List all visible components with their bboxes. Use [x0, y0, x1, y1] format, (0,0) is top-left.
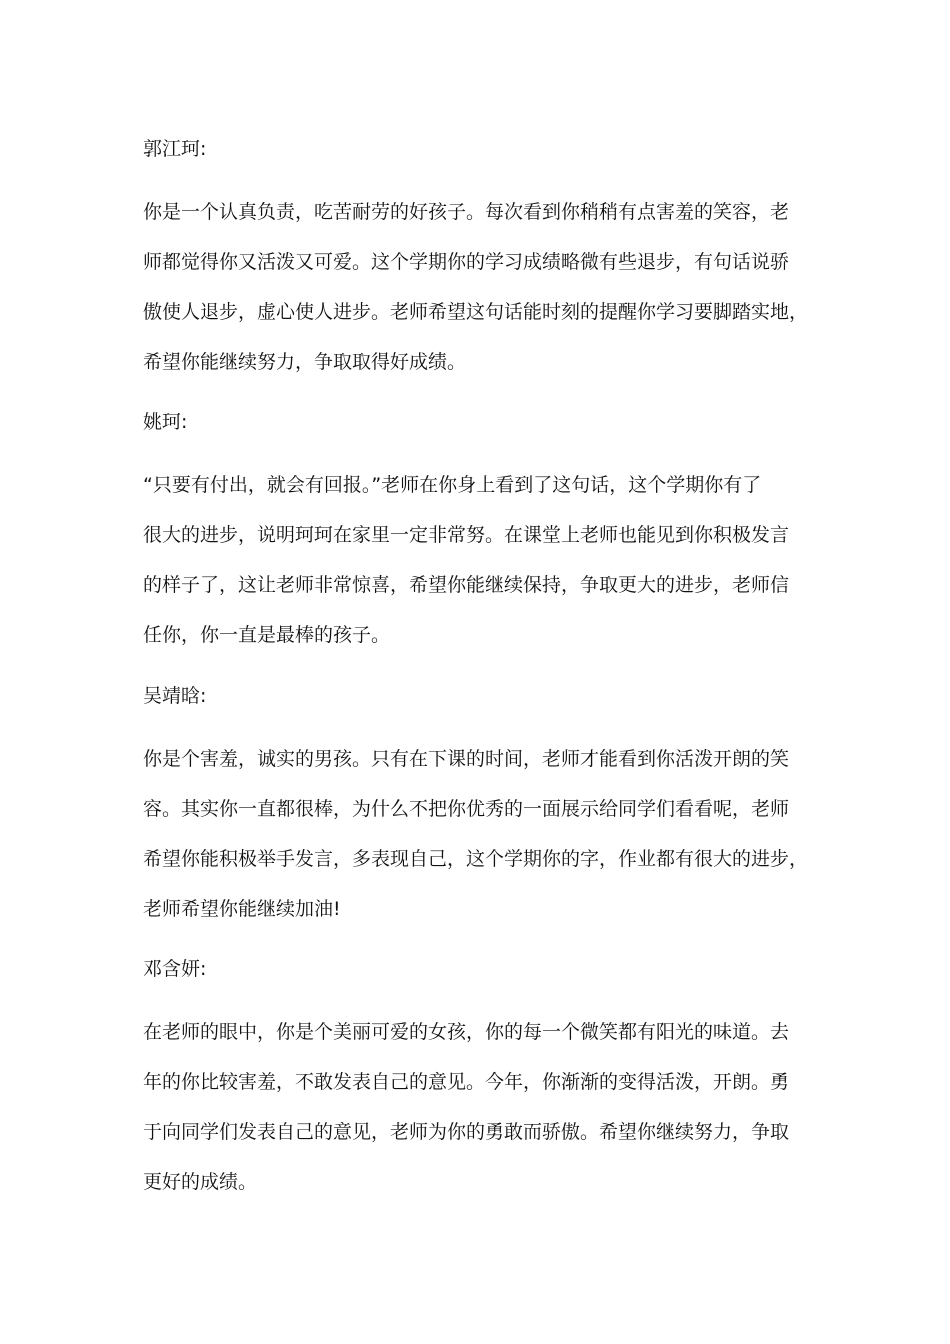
comment-entry-deng-hanyan	[143, 957, 808, 1207]
comment-line: 你是个害羞，诚实的男孩。只有在下课的时间，老师才能看到你活泼开朗的笑	[143, 748, 790, 770]
comment-line: 希望你能继续努力，争取取得好成绩。	[143, 351, 467, 373]
comment-line: 的样子了，这让老师非常惊喜，希望你能继续保持，争取更大的进步，老师信	[143, 574, 790, 596]
comment-line: 在老师的眼中，你是个美丽可爱的女孩，你的每一个微笑都有阳光的味道。去	[143, 1021, 790, 1043]
comment-text	[143, 734, 808, 934]
comment-line: 年的你比较害羞，不敢发表自己的意见。今年，你渐渐的变得活泼，开朗。勇	[143, 1071, 790, 1093]
comment-entry-guo-jiangke	[143, 137, 808, 387]
comment-text	[143, 460, 808, 660]
comment-line: 傲使人退步，虚心使人进步。老师希望这句话能时刻的提醒你学习要脚踏实地，	[143, 301, 809, 323]
comment-line: 老师希望你能继续加油!	[143, 898, 341, 920]
comment-line: 任你，你一直是最棒的孩子。	[143, 624, 391, 646]
comment-line: 于向同学们发表自己的意见，老师为你的勇敢而骄傲。希望你继续努力，争取	[143, 1121, 790, 1143]
comment-line: 更好的成绩。	[143, 1171, 258, 1193]
comment-line: 师都觉得你又活泼又可爱。这个学期你的学习成绩略微有些退步，有句话说骄	[143, 251, 790, 273]
comment-line: “只要有付出，就会有回报。”老师在你身上看到了这句话，这个学期你有了	[143, 474, 762, 496]
comment-line: 很大的进步，说明珂珂在家里一定非常努。在课堂上老师也能见到你积极发言	[143, 524, 790, 546]
comment-text	[143, 187, 808, 387]
comment-entry-wu-jinghan	[143, 684, 808, 934]
student-name: 郭江珂:	[143, 138, 207, 160]
comment-text	[143, 1007, 808, 1207]
student-name: 吴靖晗:	[143, 685, 207, 707]
student-name: 邓含妍:	[143, 958, 207, 980]
comment-entry-yao-ke	[143, 410, 808, 660]
comment-line: 你是一个认真负责，吃苦耐劳的好孩子。每次看到你稍稍有点害羞的笑容，老	[143, 201, 790, 223]
student-name: 姚珂:	[143, 411, 188, 433]
comment-line: 容。其实你一直都很棒，为什么不把你优秀的一面展示给同学们看看呢，老师	[143, 798, 790, 820]
comment-line: 希望你能积极举手发言，多表现自己，这个学期你的字，作业都有很大的进步，	[143, 848, 809, 870]
